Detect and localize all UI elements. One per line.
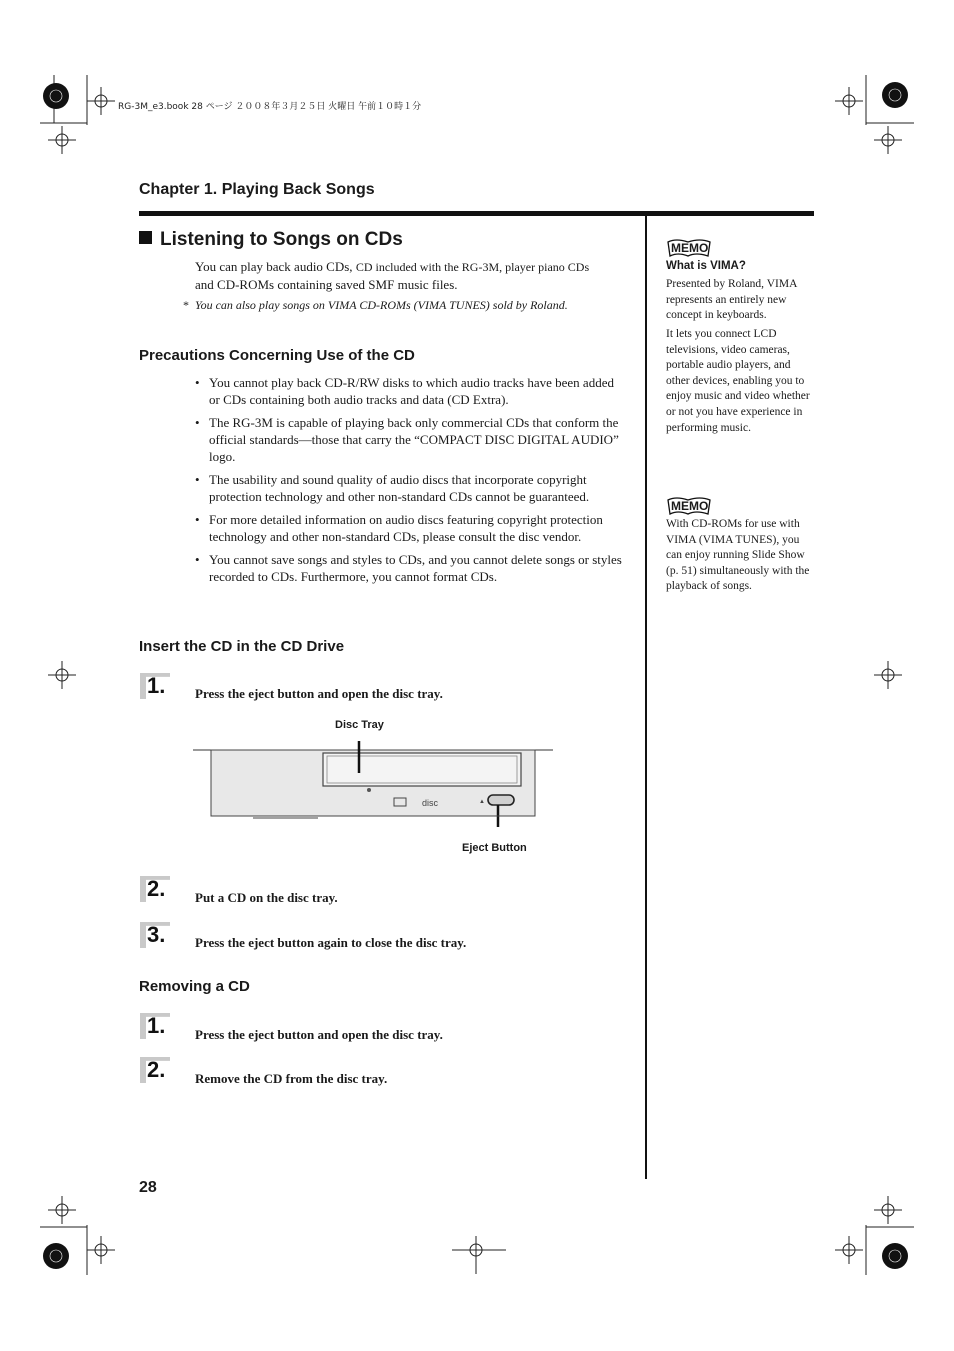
step-number: 1. bbox=[140, 1013, 170, 1041]
insert-title: Insert the CD in the CD Drive bbox=[139, 638, 345, 655]
header-rule bbox=[139, 211, 814, 216]
step-text: Press the eject button and open the disc tray. bbox=[195, 1027, 443, 1042]
page-number: 28 bbox=[139, 1179, 157, 1196]
section-heading bbox=[139, 229, 403, 251]
step-text: Put a CD on the disc tray. bbox=[195, 890, 338, 905]
disc-tray-label: Disc Tray bbox=[335, 719, 384, 731]
step-text: Press the eject button again to close the disc tray. bbox=[195, 935, 467, 950]
intro-line2: and CD-ROMs containing saved SMF music files. bbox=[195, 277, 458, 292]
memo1-heading: What is VIMA? bbox=[666, 260, 746, 272]
intro-line1-a: You can play back audio CDs, bbox=[195, 259, 356, 274]
memo2-text: With CD-ROMs for use with VIMA (VIMA TUNES), you can enjoy running Slide Show (p. 51) simultaneously with the playback of songs. bbox=[666, 518, 810, 593]
intro-line1-b: CD included with the RG-3M, player piano CDs bbox=[355, 260, 590, 274]
print-header: RG-3M_e3.book 28 ページ ２００８年３月２５日 火曜日 午前１０時１分 bbox=[118, 102, 422, 112]
section-title: Listening to Songs on CDs bbox=[160, 229, 403, 250]
precautions-list bbox=[195, 374, 627, 591]
memo1-para2: It lets you connect LCD televisions, video cameras, portable audio players, and other devices, enabling you to enjoy music and video whether or not you have experience in performing music. bbox=[666, 328, 810, 434]
note bbox=[183, 298, 568, 313]
step-number: 1. bbox=[140, 673, 170, 701]
list-item: • You cannot play back CD-R/RW disks to which audio tracks have been added or CDs containing both audio tracks and data (CD Extra). bbox=[195, 374, 627, 408]
list-item: • You cannot save songs and styles to CDs, and you cannot delete songs or styles recorded to CDs. Furthermore, you cannot format CDs. bbox=[195, 551, 627, 585]
eject-button-label: Eject Button bbox=[462, 842, 527, 854]
svg-text:▲: ▲ bbox=[479, 799, 485, 805]
list-item: • The usability and sound quality of audio discs that incorporate copyright protection technology and other non-standard CDs cannot be guaranteed. bbox=[195, 471, 627, 505]
memo1-para1: Presented by Roland, VIMA represents an entirely new concept in keyboards. bbox=[666, 278, 797, 322]
step-text: Press the eject button and open the disc tray. bbox=[195, 686, 443, 701]
note-marker: * bbox=[183, 298, 189, 312]
step-number: 3. bbox=[140, 922, 170, 950]
memo-icon: MEMO bbox=[668, 498, 705, 512]
intro-paragraph bbox=[195, 258, 635, 293]
list-item: • For more detailed information on audio discs featuring copyright protection technology and other non-standard CDs, please consult the disc vendor. bbox=[195, 511, 627, 545]
step-number: 2. bbox=[140, 1057, 170, 1085]
precautions-title: Precautions Concerning Use of the CD bbox=[139, 347, 415, 364]
note-text: You can also play songs on VIMA CD-ROMs (VIMA TUNES) sold by Roland. bbox=[195, 298, 568, 312]
cd-drive-illustration bbox=[193, 735, 555, 827]
column-divider bbox=[645, 216, 647, 1179]
chapter-title: Chapter 1. Playing Back Songs bbox=[139, 181, 375, 198]
removing-title: Removing a CD bbox=[139, 978, 250, 995]
step-text: Remove the CD from the disc tray. bbox=[195, 1071, 388, 1086]
step-number: 2. bbox=[140, 876, 170, 904]
list-item: • The RG-3M is capable of playing back only commercial CDs that conform the official standards—those that carry the “COMPACT DISC DIGITAL AUDIO” logo. bbox=[195, 414, 627, 465]
svg-text:disc: disc bbox=[422, 798, 439, 808]
square-bullet-icon bbox=[139, 231, 152, 244]
memo-icon: MEMO bbox=[668, 240, 705, 254]
